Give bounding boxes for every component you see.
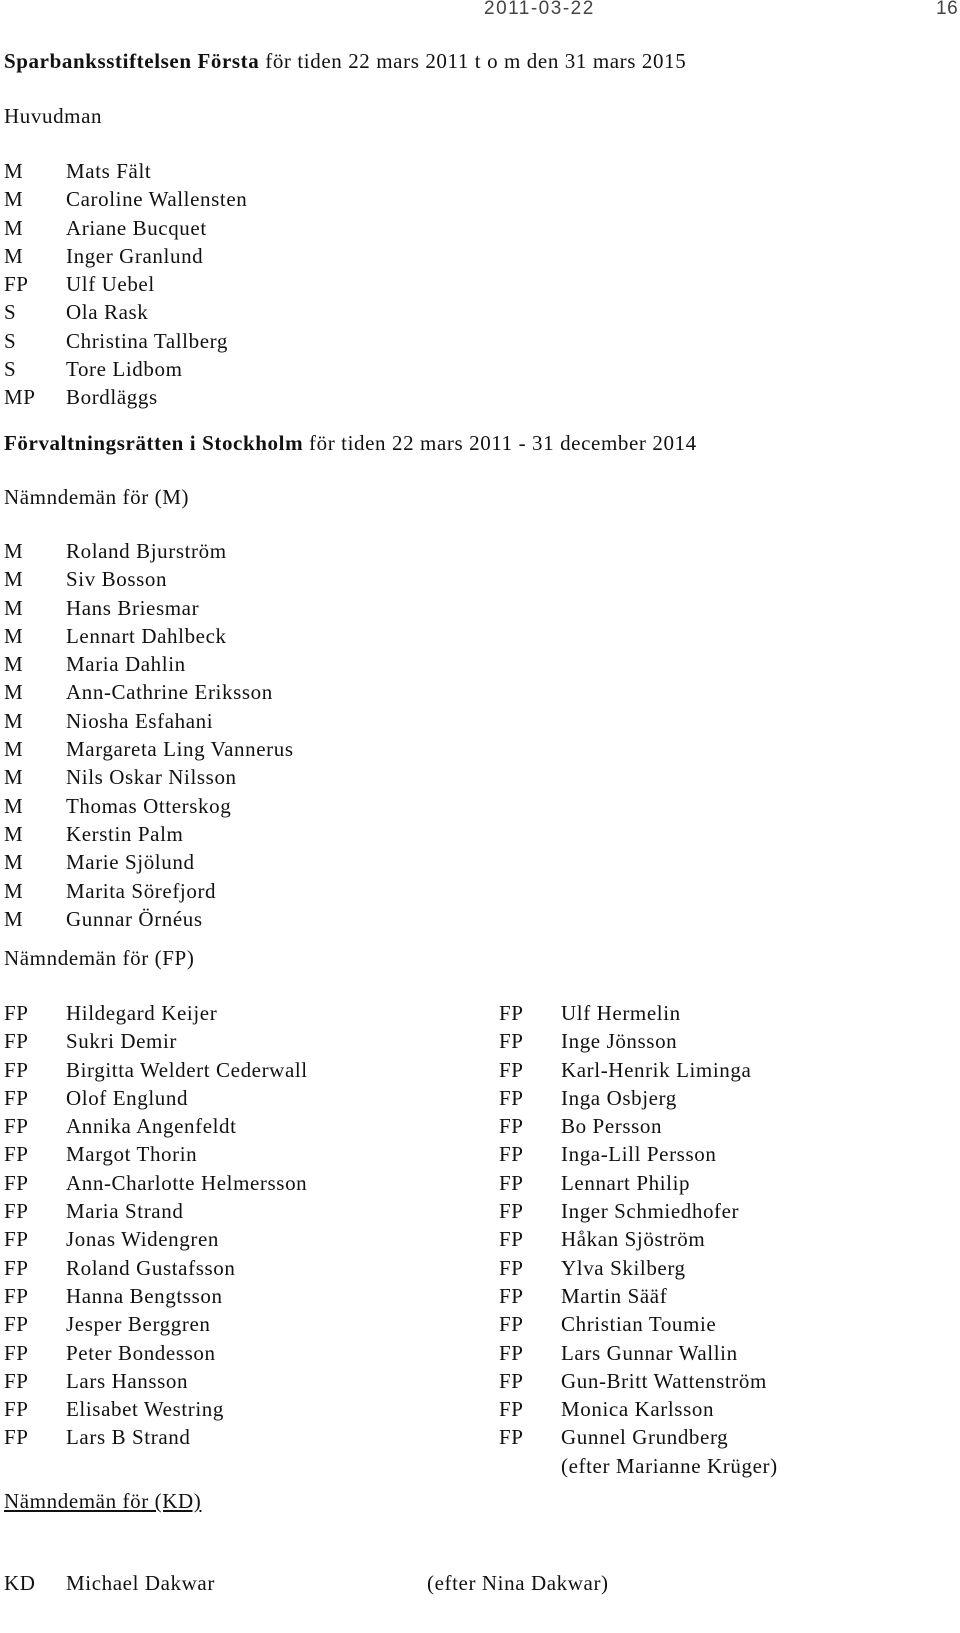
list-item	[4, 1225, 308, 1253]
party-code: M	[4, 737, 24, 762]
party-code: FP	[499, 1425, 524, 1450]
party-code: FP	[499, 1001, 524, 1025]
member-name: Marie Sjölund	[66, 850, 195, 875]
list-item	[499, 1084, 778, 1112]
member-name: Karl-Henrik Liminga	[561, 1057, 752, 1082]
namndeman-fp-list-right	[499, 999, 778, 1480]
member-name: Margareta Ling Vannerus	[66, 737, 294, 762]
member-name: Roland Gustafsson	[66, 1255, 236, 1280]
list-item	[499, 1339, 778, 1367]
member-name: Birgitta Weldert Cederwall	[66, 1057, 308, 1082]
list-item	[499, 1056, 778, 1084]
party-code: S	[4, 357, 17, 382]
list-item	[499, 1140, 778, 1168]
list-item	[4, 1310, 308, 1338]
member-name: Hildegard Keijer	[66, 1001, 218, 1025]
party-code: FP	[499, 1057, 524, 1082]
party-code: M	[4, 793, 24, 818]
party-code: FP	[499, 1227, 524, 1252]
member-name: Ulf Hermelin	[561, 1001, 681, 1025]
list-item	[4, 622, 294, 650]
list-item	[4, 1367, 308, 1395]
party-code: FP	[4, 1397, 29, 1422]
member-name: Inga-Lill Persson	[561, 1142, 717, 1167]
list-item	[499, 1027, 778, 1055]
member-name: Hanna Bengtsson	[66, 1283, 223, 1308]
list-item	[4, 1339, 308, 1367]
member-name: Kerstin Palm	[66, 821, 184, 846]
member-name: Marita Sörefjord	[66, 878, 217, 903]
list-item	[499, 1367, 778, 1395]
party-code: FP	[499, 1312, 524, 1337]
list-item	[4, 565, 294, 593]
list-item	[4, 1112, 308, 1140]
list-item	[4, 298, 247, 326]
member-name: Olof Englund	[66, 1085, 189, 1110]
party-code: FP	[499, 1142, 524, 1167]
member-name: (efter Marianne Krüger)	[561, 1453, 778, 1478]
page-number: 16	[936, 0, 959, 19]
member-name: Lars Gunnar Wallin	[561, 1340, 738, 1365]
party-code: FP	[499, 1255, 524, 1280]
subheading-namndeman-fp: Nämndemän för (FP)	[4, 946, 195, 970]
party-code: KD	[4, 1571, 36, 1595]
member-name: Lennart Philip	[561, 1170, 691, 1195]
member-name: Maria Dahlin	[66, 652, 186, 677]
list-item	[4, 650, 294, 678]
list-item	[4, 537, 294, 565]
member-name: Thomas Otterskog	[66, 793, 232, 818]
list-item	[499, 1282, 778, 1310]
party-code: M	[4, 906, 24, 931]
party-code: FP	[499, 1114, 524, 1139]
party-code: FP	[4, 1001, 29, 1025]
party-code: FP	[4, 1283, 29, 1308]
member-name: Inger Schmiedhofer	[561, 1199, 740, 1224]
party-code: M	[4, 850, 24, 875]
list-item	[4, 1084, 308, 1112]
subheading-huvudman: Huvudman	[4, 104, 103, 128]
party-code: FP	[4, 1029, 29, 1054]
member-name: Lennart Dahlbeck	[66, 623, 227, 648]
member-name: Annika Angenfeldt	[66, 1114, 237, 1139]
list-item	[4, 848, 294, 876]
list-item	[499, 1225, 778, 1253]
list-item	[4, 270, 247, 298]
member-name: Mats Fält	[66, 159, 152, 183]
namndeman-fp-list-left	[4, 999, 308, 1452]
list-item	[499, 1254, 778, 1282]
list-item	[4, 1282, 308, 1310]
party-code: FP	[4, 1368, 29, 1393]
list-item	[499, 1395, 778, 1423]
list-item	[4, 1140, 308, 1168]
party-code: FP	[499, 1029, 524, 1054]
member-name: Ulf Uebel	[66, 272, 155, 297]
member-name: Sukri Demir	[66, 1029, 178, 1054]
party-code: M	[4, 567, 24, 592]
member-name: Ann-Cathrine Eriksson	[66, 680, 273, 705]
subheading-namndeman-kd: Nämndemän för (KD)	[4, 1489, 202, 1513]
section-title-bold: Sparbanksstiftelsen Första	[4, 49, 260, 73]
member-name: Gun-Britt Wattenström	[561, 1368, 767, 1393]
member-name: Margot Thorin	[66, 1142, 198, 1167]
list-item	[499, 1452, 778, 1480]
member-name: Inger Granlund	[66, 243, 204, 268]
member-name: Siv Bosson	[66, 567, 168, 592]
list-item	[4, 1395, 308, 1423]
party-code: M	[4, 708, 24, 733]
list-item	[499, 1310, 778, 1338]
list-item	[4, 1254, 308, 1282]
member-name: Gunnar Örnéus	[66, 906, 203, 931]
member-name: Christian Toumie	[561, 1312, 717, 1337]
member-name: Peter Bondesson	[66, 1340, 216, 1365]
namndeman-m-list	[4, 537, 294, 933]
party-code: FP	[4, 1425, 29, 1450]
list-item	[4, 594, 294, 622]
party-code: M	[4, 652, 24, 677]
party-code: FP	[499, 1199, 524, 1224]
party-code: M	[4, 159, 24, 183]
member-name: Maria Strand	[66, 1199, 184, 1224]
party-code: FP	[4, 1340, 29, 1365]
party-code: FP	[4, 1114, 29, 1139]
member-name: Lars Hansson	[66, 1368, 189, 1393]
list-item	[4, 214, 247, 242]
member-name: Bordläggs	[66, 385, 158, 410]
party-code: FP	[4, 1199, 29, 1224]
list-item	[4, 185, 247, 213]
list-item	[4, 678, 294, 706]
list-item	[4, 157, 247, 185]
section-title-sparbank	[4, 48, 686, 74]
member-name: Monica Karlsson	[561, 1397, 715, 1422]
subheading-namndeman-m: Nämndemän för (M)	[4, 485, 190, 509]
party-code: M	[4, 243, 24, 268]
member-name: Ylva Skilberg	[561, 1255, 686, 1280]
party-code: MP	[4, 385, 36, 410]
member-name: Jonas Widengren	[66, 1227, 219, 1252]
section-title-period: för tiden 22 mars 2011 t o m den 31 mars 2015	[259, 49, 687, 73]
list-item	[4, 1169, 308, 1197]
list-item	[499, 999, 778, 1027]
member-name: Lars B Strand	[66, 1425, 191, 1450]
party-code: M	[4, 187, 24, 212]
party-code: FP	[499, 1397, 524, 1422]
list-item	[499, 1112, 778, 1140]
party-code: M	[4, 623, 24, 648]
list-item	[4, 820, 294, 848]
member-name: Caroline Wallensten	[66, 187, 248, 212]
huvudman-list	[4, 157, 247, 412]
party-code: FP	[499, 1170, 524, 1195]
member-name: Ariane Bucquet	[66, 215, 207, 240]
document-date: 2011-03-22	[484, 0, 595, 19]
party-code: FP	[4, 1255, 29, 1280]
member-name: Jesper Berggren	[66, 1312, 211, 1337]
party-code: FP	[4, 1085, 29, 1110]
party-code: M	[4, 680, 24, 705]
list-item	[4, 999, 308, 1027]
member-name: Gunnel Grundberg	[561, 1425, 729, 1450]
party-code: FP	[4, 1312, 29, 1337]
list-item	[4, 735, 294, 763]
party-code: S	[4, 300, 17, 325]
party-code: FP	[499, 1283, 524, 1308]
section-title-bold: Förvaltningsrätten i Stockholm	[4, 431, 304, 455]
member-name: Inge Jönsson	[561, 1029, 678, 1054]
list-item	[4, 1423, 308, 1451]
list-item	[4, 355, 247, 383]
member-name: Nils Oskar Nilsson	[66, 765, 237, 790]
kd-row	[4, 1570, 215, 1596]
list-item	[4, 707, 294, 735]
list-item	[4, 792, 294, 820]
member-name: Ola Rask	[66, 300, 149, 325]
party-code: FP	[499, 1085, 524, 1110]
party-code: FP	[4, 272, 29, 297]
kd-note: (efter Nina Dakwar)	[427, 1571, 609, 1595]
list-item	[4, 1197, 308, 1225]
party-code: FP	[4, 1142, 29, 1167]
party-code: FP	[499, 1340, 524, 1365]
member-name: Martin Sääf	[561, 1283, 668, 1308]
member-name: Niosha Esfahani	[66, 708, 214, 733]
party-code: M	[4, 878, 24, 903]
section-title-period: för tiden 22 mars 2011 - 31 december 2014	[303, 431, 697, 455]
party-code: FP	[4, 1057, 29, 1082]
member-name: Michael Dakwar	[66, 1571, 215, 1595]
member-name: Håkan Sjöström	[561, 1227, 706, 1252]
list-item	[499, 1423, 778, 1451]
member-name: Roland Bjurström	[66, 539, 227, 563]
party-code: M	[4, 539, 24, 563]
member-name: Inga Osbjerg	[561, 1085, 677, 1110]
member-name: Elisabet Westring	[66, 1397, 225, 1422]
party-code: M	[4, 595, 24, 620]
list-item	[4, 242, 247, 270]
list-item	[4, 1027, 308, 1055]
section-title-forvaltningsratten	[4, 430, 697, 456]
member-name: Tore Lidbom	[66, 357, 183, 382]
party-code: M	[4, 215, 24, 240]
party-code: M	[4, 765, 24, 790]
list-item	[4, 905, 294, 933]
party-code: FP	[4, 1227, 29, 1252]
party-code: S	[4, 328, 17, 353]
member-name: Hans Briesmar	[66, 595, 200, 620]
member-name: Ann-Charlotte Helmersson	[66, 1170, 308, 1195]
member-name: Bo Persson	[561, 1114, 663, 1139]
member-name: Christina Tallberg	[66, 328, 228, 353]
list-item	[4, 1056, 308, 1084]
list-item	[4, 877, 294, 905]
list-item	[4, 327, 247, 355]
party-code: M	[4, 821, 24, 846]
list-item	[4, 383, 247, 411]
list-item	[4, 763, 294, 791]
party-code: FP	[4, 1170, 29, 1195]
list-item	[499, 1169, 778, 1197]
party-code: FP	[499, 1368, 524, 1393]
list-item	[499, 1197, 778, 1225]
